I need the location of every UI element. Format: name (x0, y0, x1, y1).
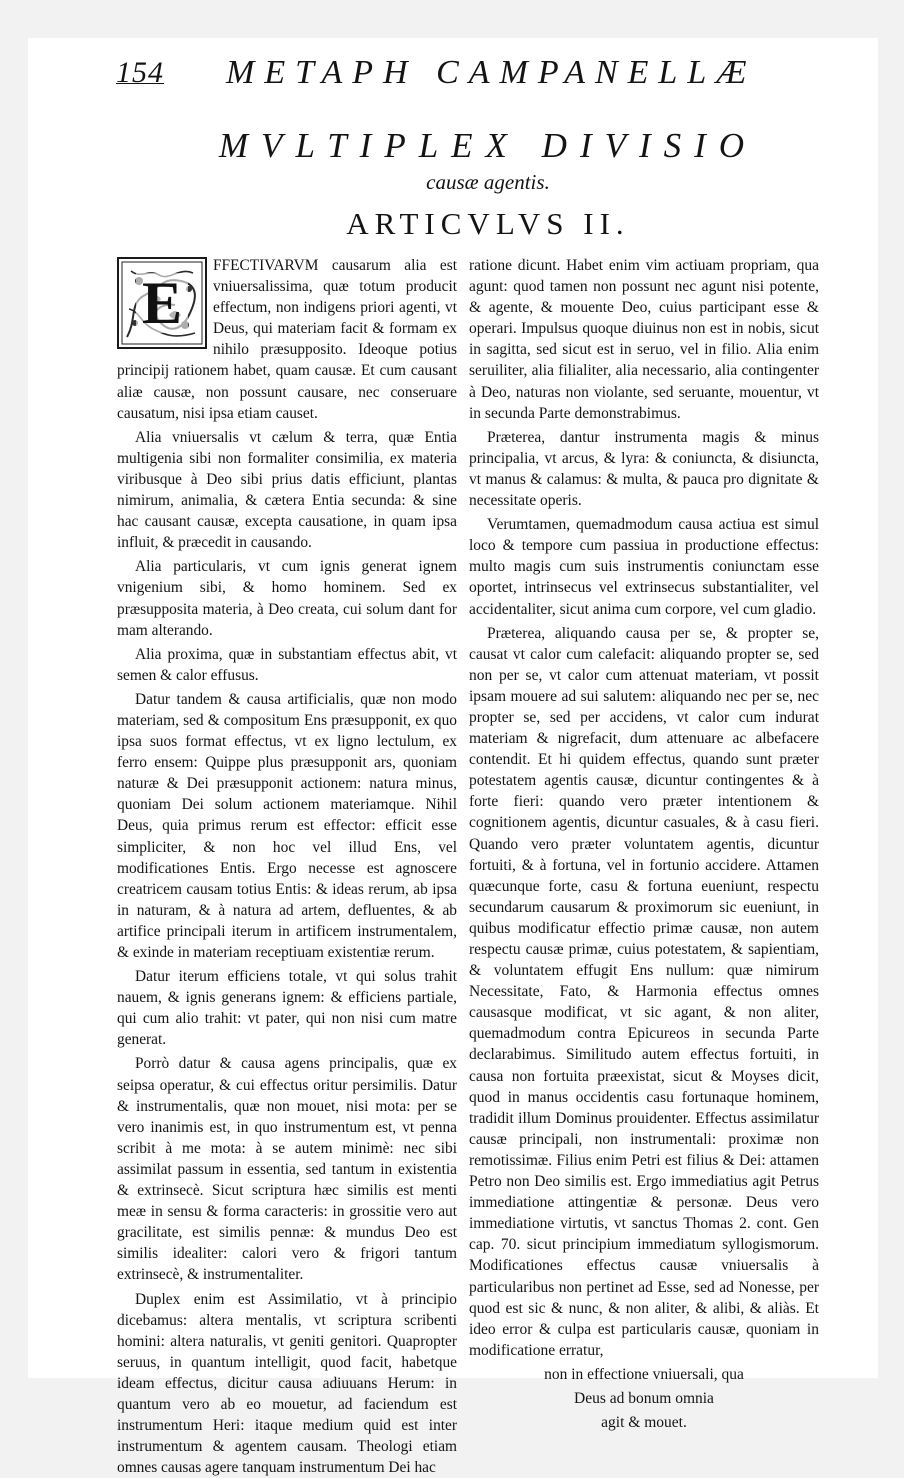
page-number: 154 (116, 56, 164, 90)
running-head: METAPH CAMPANELLÆ (226, 54, 757, 92)
book-page (28, 38, 878, 1378)
paragraph-9: ratione dicunt. Habet enim vim actiuam propriam, qua agunt: quod tamen non possunt nec agunt nisi potente, & agente, & mouente Deo, cuius participant esse & operari. Impulsus quoque diuinus non est in nobis, sicut in sagitta, sed sicut est in seruo, vel in filio. Alia enim seruiliter, alia filialiter, alia necessario, alia contingenter à Deo, naturas non violante, sed seruante, mouentur, vt in secunda Parte demonstrabimus. (469, 255, 819, 424)
closing-line-1: non in effectione vniuersali, qua (469, 1364, 819, 1385)
page-header (116, 52, 856, 100)
paragraph-5: Datur tandem & causa artificialis, quæ non modo materiam, sed & compositum Ens præsupponit, ex quo ipsa suos format effectus, vt ex ligno lectulum, ex ferro ensem: Quippe plus præsupponit ars, quoniam naturæ & Dei præsupponit actionem: natura minus, quoniam Dei solum actionem materiamque. Nihil Deus, quia primus rerum est effector: efficit esse simpliciter, & non hoc vel illud Ens, vel modificationes Entis. Ergo necesse est agnoscere creatricem causam totius Entis: & ideas rerum, ab ipsa in naturam, & à natura ad artem, defluentes, & ab artifice principali iterum in artificem instrumentalem, & exinde in materiam receptiuam existentiæ rerum. (117, 689, 457, 963)
article-heading: ARTICVLVS II. (118, 206, 858, 242)
paragraph-12: Præterea, aliquando causa per se, & propter se, causat vt calor cum calefacit: aliquando propter se, sed non per se, vt calor cum attenuat materiam, vt possit ipsam mouere ad sui salutem: aliquando nec per se, nec propter se, sed per accidens, vt calor cum indurat materiam & nigrefacit, dum attenuare ac albefacere contendit. Et hi quidem effectus, quando sunt præter potestatem agentis causæ, dicuntur contingentes & à forte fieri: quando vero præter intentionem & cognitionem agentis, dicuntur casuales, & à casu fieri. Quando vero præter voluntatem agentis, dicuntur fortuiti, & à fortuna, vel in fortunio accidere. Attamen quæcunque forte, casu & fortuna eueniunt, respectu secundarum causarum & proximorum sic eueniunt, in quibus modificatur effectio primæ causæ, non autem respectu causæ primæ, cuius potestatem, & sapientiam, & voluntatem effugit Ens nullum: quæ nimirum Necessitate, Fato, & Harmonia effectus omnes causasque modificat, vt sic agant, & non aliter, quemadmodum contra Epicureos in secunda Parte declarabimus. Similitudo autem effectus fortuiti, in causa non fortuita præexistat, sicut & Moyses dicit, quod in manus occidentis casu fortunaque hominem, tradidit illum Dominus prouidenter. Effectus assimilatur causæ principali, non instrumentali: proximæ non remotissimæ. Filius enim Petri est filius & Dei: attamen Petro non Deo similis est. Ergo immediatius agit Petrus immediatione attingentiæ & personæ. Deus vero immediatione virtutis, vt sanctus Thomas 2. cont. Gen cap. 70. sicut principium immediatum syllogismorum. Modificationes effectus causæ vniuersalis à particularibus non pertinet ad Esse, sed ad Nonesse, per quod est sic & nunc, & non aliter, & alibi, & aliàs. Et ideo error & culpa est particularis causæ, quoniam in modificatione erratur, (469, 623, 819, 1361)
paragraph-11: Verumtamen, quemadmodum causa actiua est simul loco & tempore cum passiua in productione effectus: multo magis cum suis instrumentis coniunctam esse oportet, intrinsecus vel extrinsecus substantialiter, vel accidentaliter, sicut anima cum corpore, vel cum gladio. (469, 514, 819, 619)
chapter-subtitle: causæ agentis. (118, 170, 858, 195)
paragraph-6: Datur iterum efficiens totale, vt qui solus trahit nauem, & ignis generans ignem: & efficiens partiale, qui cum alio trahit: vt pater, qui non nisi cum matre generat. (117, 966, 457, 1050)
paragraph-2: Alia vniuersalis vt cælum & terra, quæ Entia multigenia sibi non formaliter consimilia, ex materia viribusque à Deo sibi prius datis efficiunt, plantas nimirum, animalia, & cætera Entia secunda: & sine hac causant causæ, excepta causatione, in quam ipsa influit, & præcedit in causando. (117, 427, 457, 554)
paragraph-3: Alia particularis, vt cum ignis generat ignem vnigenium sibi, & homo hominem. Sed ex præsupposita materia, à Deo creata, cui solum dant for mam alterando. (117, 556, 457, 640)
ornamental-drop-cap (117, 257, 207, 349)
left-column (117, 255, 457, 1478)
paragraph-1 (117, 255, 457, 424)
closing-line-2: Deus ad bonum omnia (469, 1388, 819, 1409)
chapter-title: MVLTIPLEX DIVISIO (118, 126, 858, 166)
paragraph-10: Præterea, dantur instrumenta magis & minus principalia, vt arcus, & lyra: & coniuncta, & disiuncta, vt manus & calamus: & multa, & pauca pro dignitate & necessitate operis. (469, 427, 819, 511)
closing-line-3: agit & mouet. (469, 1412, 819, 1433)
paragraph-7: Porrò datur & causa agens principalis, quæ ex seipsa operatur, & cui effectus oritur persimilis. Datur & instrumentalis, quæ non mouet, nisi mota: per se vero inanimis est, in quo instrumentum est, vt penna scribit à me mota: à se autem minimè: nec sibi assimilat passum in essentia, sed tantum in existentia & extrinsecè. Sicut scriptura hæc similis est menti meæ in sensu & forma caracteris: in grossitie vero aut gracilitate, est similis pennæ: & mundus Deo est similis idealiter: calori vero & frigori tantum extrinsecè, & instrumentaliter. (117, 1053, 457, 1285)
drop-cap-letter: E (136, 273, 188, 333)
right-column (469, 255, 819, 1433)
paragraph-8: Duplex enim est Assimilatio, vt à principio dicebamus: altera mentalis, vt scriptura scribenti homini: altera naturalis, vt geniti genitori. Quapropter seruus, in quantum intelligit, quod facit, habetque ideam effectus, dicitur causa adiuuans Herum: in quantum vero ab eo mouetur, ad faciendum est instrumentum Heri: itaque medium quid est inter instrumentum & agentem causam. Theologi etiam omnes causas agere tanquam instrumentum Dei hac (117, 1289, 457, 1478)
paragraph-4: Alia proxima, quæ in substantiam effectus abit, vt semen & calor effusus. (117, 644, 457, 686)
paragraph-1-text: FFECTIVARVM causarum alia est vniuersalissima, quæ totum producit effectum, non indigens priori agenti, vt Deus, qui materiam facit & formam ex nihilo præsupposito. Ideoque potius principij rationem habet, quam causæ. Et cum causant aliæ causæ, non possunt causare, nec conseruare causatum, nisi ipsa etiam causet. (117, 257, 457, 422)
